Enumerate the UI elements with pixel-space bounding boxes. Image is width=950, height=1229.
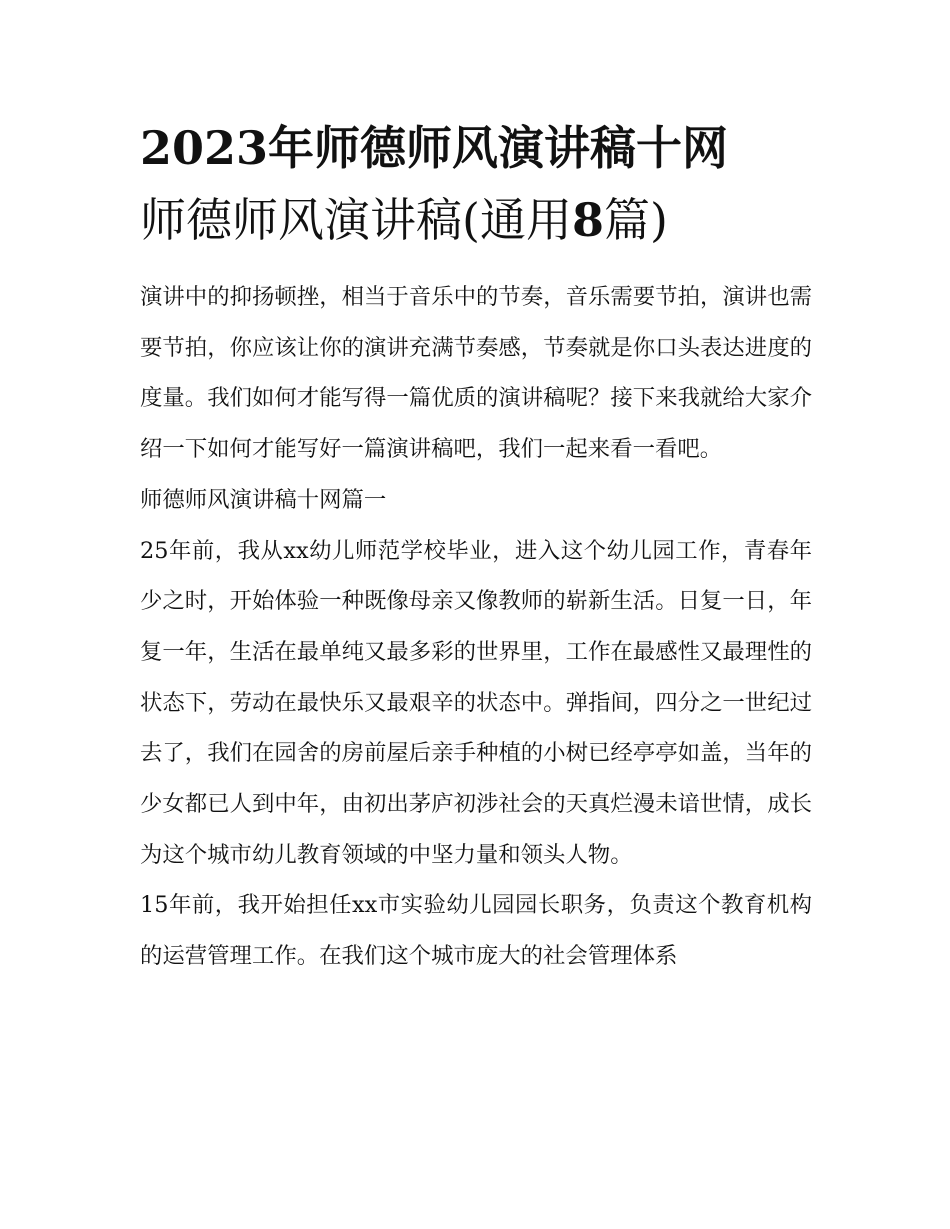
title-line-2-text-a: 师德师风演讲稿(通用	[140, 193, 572, 247]
document-title	[140, 112, 812, 256]
section-1-heading: 师德师风演讲稿十网篇一	[140, 486, 387, 513]
title-line-2-text-c: 篇)	[603, 193, 668, 247]
title-line-2-number: 8	[571, 193, 604, 247]
title-line-1: 2023年师德师风演讲稿十网	[140, 121, 729, 175]
title-line-2	[140, 184, 812, 256]
intro-paragraph: 演讲中的抑扬顿挫，相当于音乐中的节奏，音乐需要节拍，演讲也需要节拍，你应该让你的演讲充满节奏感，节奏就是你口头表达进度的度量。我们如何才能写得一篇优质的演讲稿呢？接下来我就给大家介绍一下如何才能写好一篇演讲稿吧，我们一起来看一看吧。	[140, 284, 812, 463]
document-page	[140, 112, 812, 982]
section-1-paragraph-2: 15年前，我开始担任xx市实验幼儿园园长职务，负责这个教育机构的运营管理工作。在我们这个城市庞大的社会管理体系	[140, 892, 812, 970]
section-1-paragraph-1: 25年前，我从xx幼儿师范学校毕业，进入这个幼儿园工作，青春年少之时，开始体验一种既像母亲又像教师的崭新生活。日复一日，年复一年，生活在最单纯又最多彩的世界里，工作在最感性又最理性的状态下，劳动在最快乐又最艰辛的状态中。弹指间，四分之一世纪过去了，我们在园舍的房前屋后亲手种植的小树已经亭亭如盖，当年的少女都已人到中年，由初出茅庐初涉社会的天真烂漫未谙世情，成长为这个城市幼儿教育领域的中坚力量和领头人物。	[140, 537, 812, 868]
